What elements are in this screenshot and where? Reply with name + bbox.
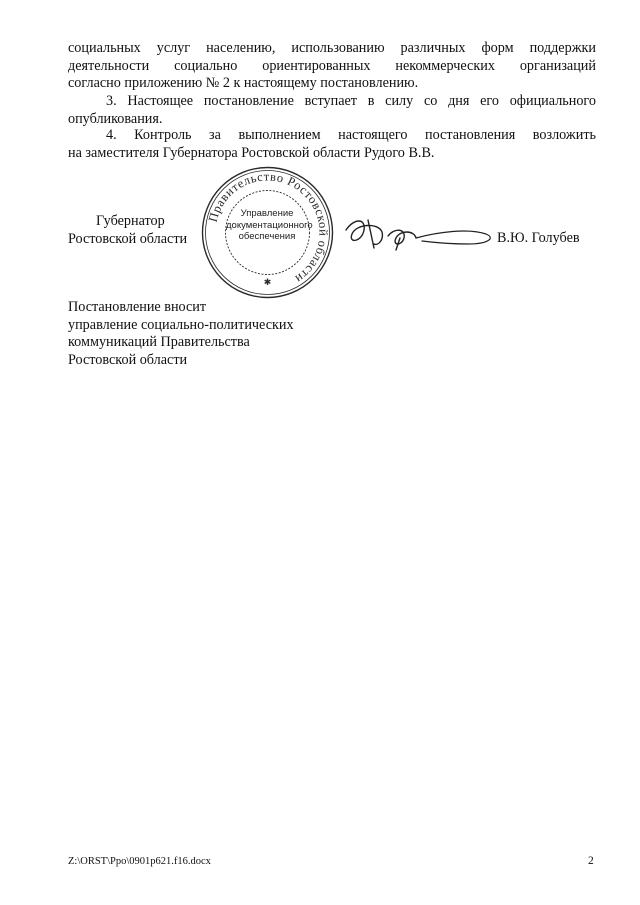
footer-file-path: Z:\ORST\Ppo\0901p621.f16.docx <box>68 856 211 867</box>
seal-ring-text: Правительство Ростовской области <box>205 169 331 287</box>
paragraph-line: на заместителя Губернатора Ростовской области Рудого В.В. <box>68 144 435 161</box>
handwritten-signature <box>338 208 498 258</box>
signer-position <box>68 212 187 248</box>
seal-inner-line: обеспечения <box>238 231 296 242</box>
paragraph-continuation <box>68 40 596 93</box>
paragraph-line: 4. Контроль за выполнением настоящего постановления возложить <box>106 127 596 143</box>
submitter-note <box>68 299 294 369</box>
signer-position-title: Губернатор <box>96 213 165 229</box>
paragraph-item-3 <box>68 93 596 128</box>
seal-inner-line: документационного <box>226 219 313 231</box>
seal-inner-text <box>226 208 313 243</box>
submitter-line: Постановление вносит <box>68 299 207 315</box>
signer-name: В.Ю. Голубев <box>497 230 580 246</box>
seal-inner-line: Управление <box>240 208 294 219</box>
signer-position-region: Ростовской области <box>68 231 188 247</box>
paragraph-line: согласно приложению № 2 к настоящему постановлению. <box>68 75 419 91</box>
paragraph-line: опубликования. <box>68 110 163 127</box>
paragraph-line: социальных услуг населению, использованию различных форм поддержки <box>68 40 596 56</box>
submitter-line: Ростовской области <box>68 351 188 368</box>
submitter-line: коммуникаций Правительства <box>68 334 250 350</box>
paragraph-line: 3. Настоящее постановление вступает в силу со дня его официального <box>106 93 596 109</box>
paragraph-line: деятельности социально ориентированных некоммерческих организаций <box>68 57 596 74</box>
submitter-line: управление социально-политических <box>68 316 294 333</box>
seal-star-icon: ✱ <box>263 277 272 287</box>
page-number: 2 <box>588 855 594 867</box>
paragraph-item-4 <box>68 127 596 162</box>
